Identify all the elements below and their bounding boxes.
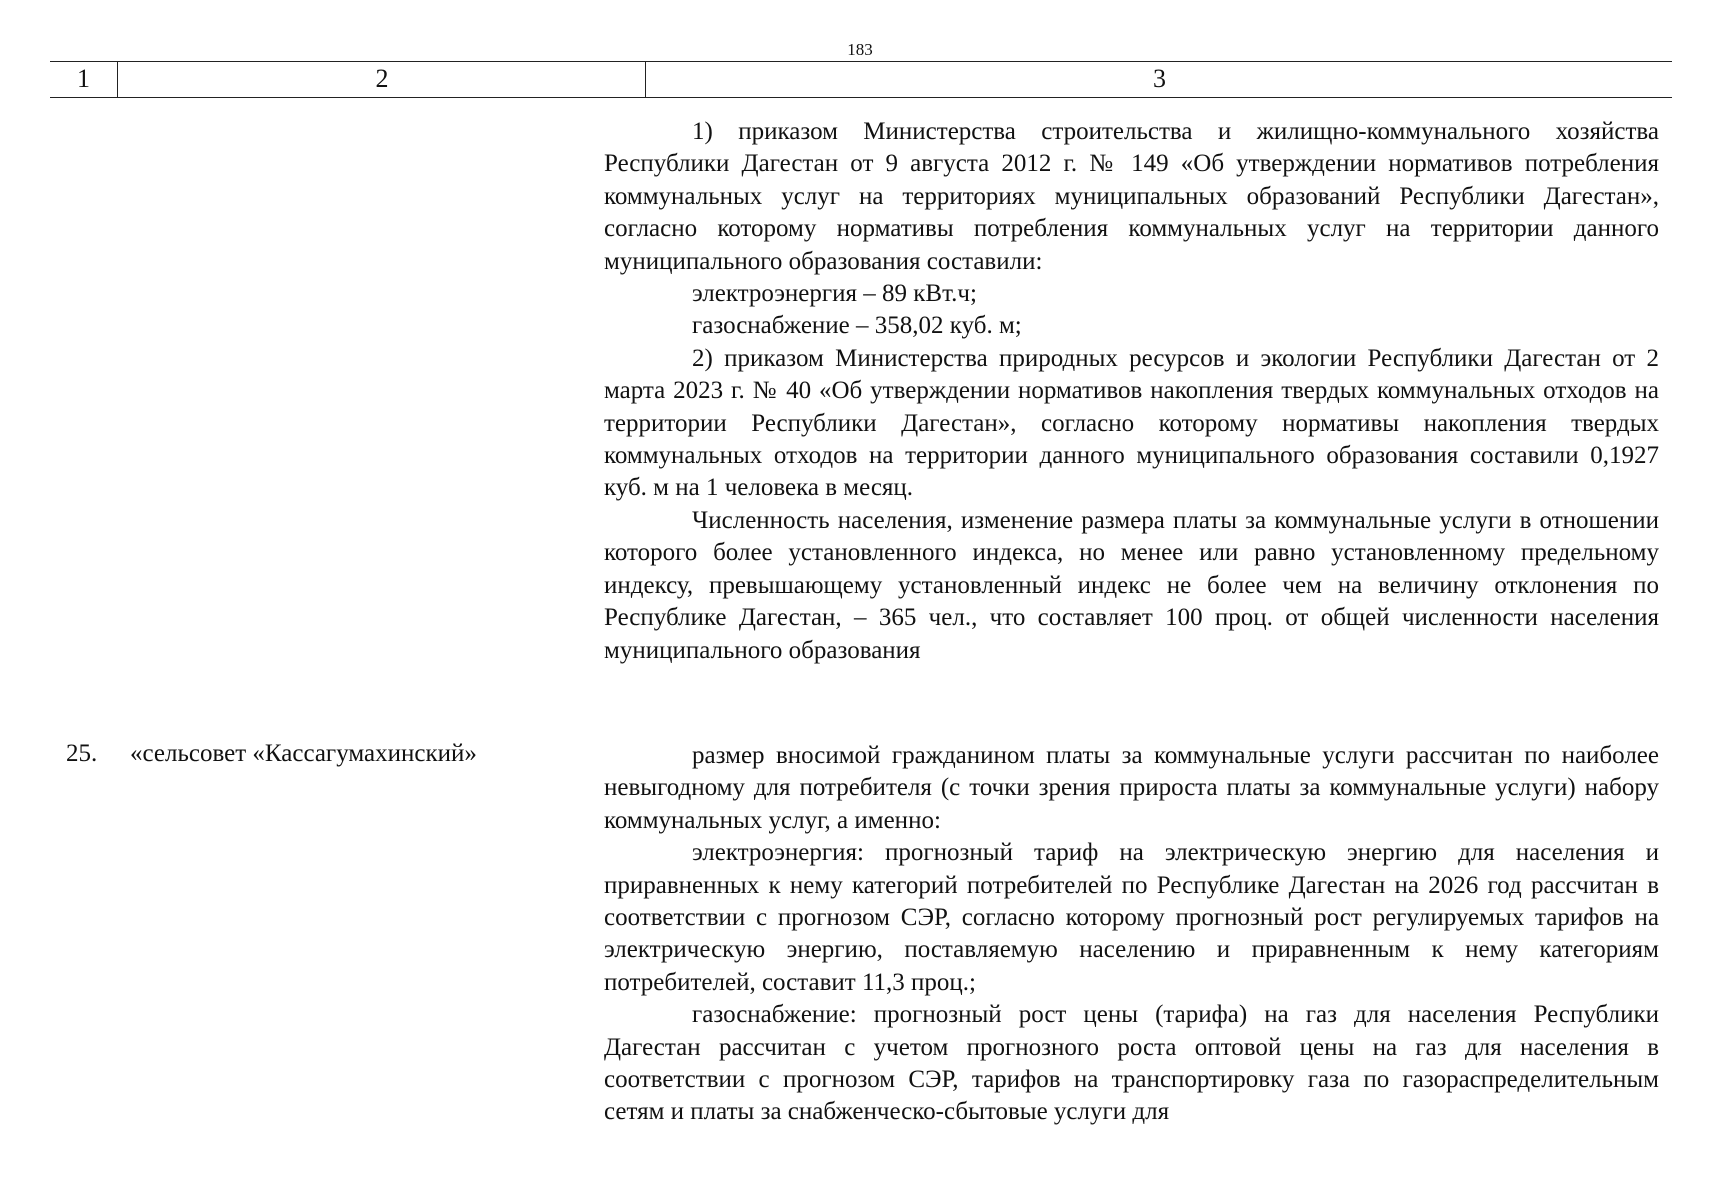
page-number: 183	[847, 40, 873, 59]
row-25-text-block	[604, 740, 1659, 1129]
table-column-header	[50, 61, 1672, 98]
paragraph-population: Численность населения, изменение размера платы за коммунальные услуги в отношении которого более установленного индекса, но менее или равно установленному предельному индексу, превышающему установленный индекс не более чем на величину отклонения по Республике Дагестан, – 365 чел., что составляет 100 проц. от общей численности населения муниципального образования	[604, 506, 1659, 664]
column-number-1: 1	[77, 64, 90, 93]
paragraph-electricity-tariff: электроэнергия: прогнозный тариф на электрическую энергию для населения и приравненных к нему категорий потребителей по Республике Дагестан на 2026 год рассчитан в соответствии с прогнозом СЭР, согласно которому прогнозный рост регулируемых тарифов на электрическую энергию, поставляемую населению и приравненным к нему категориям потребителей, составит 11,3 проц.;	[604, 839, 1659, 996]
column-number-3: 3	[645, 62, 1673, 97]
paragraph-order-ecology: 2) приказом Министерства природных ресурсов и экологии Республики Дагестан от 2 марта 2023 г. № 40 «Об утверждении нормативов накопления твердых коммунальных отходов на территории Республики Дагестан», согласно которому нормативы накопления твердых коммунальных отходов на территории данного муниципального образования составили 0,1927 куб. м на 1 человека в месяц.	[604, 344, 1659, 502]
paragraph-payment-size: размер вносимой гражданином платы за коммунальные услуги рассчитан по наиболее невыгодному для потребителя (с точки зрения прироста платы за коммунальные услуги) набору коммунальных услуг, а именно:	[604, 742, 1659, 834]
norm-gas: газоснабжение – 358,02 куб. м;	[692, 312, 1022, 340]
continued-text-block	[604, 116, 1659, 667]
paragraph-order-construction: 1) приказом Министерства строительства и жилищно-коммунального хозяйства Республики Дагестан от 9 августа 2012 г. № 149 «Об утверждении нормативов потребления коммунальных услуг на территориях муниципальных образований Республики Дагестан», согласно которому нормативы потребления коммунальных услуг на территории данного муниципального образования составили:	[604, 118, 1659, 275]
row-number: 25.	[66, 740, 98, 767]
paragraph-gas-supply: газоснабжение: прогнозный рост цены (тарифа) на газ для населения Республики Дагестан рассчитан с учетом прогнозного роста оптовой цены на газ для населения в соответствии с прогнозом СЭР, тарифов на транспортировку газа по газораспределительным сетям и платы за снабженческо-сбытовые услуги для	[604, 1001, 1659, 1126]
norm-electricity: электроэнергия – 89 кВт.ч;	[692, 280, 977, 308]
column-number-2: 2	[117, 62, 646, 97]
municipality-name: «сельсовет «Кассагумахинский»	[130, 740, 477, 767]
